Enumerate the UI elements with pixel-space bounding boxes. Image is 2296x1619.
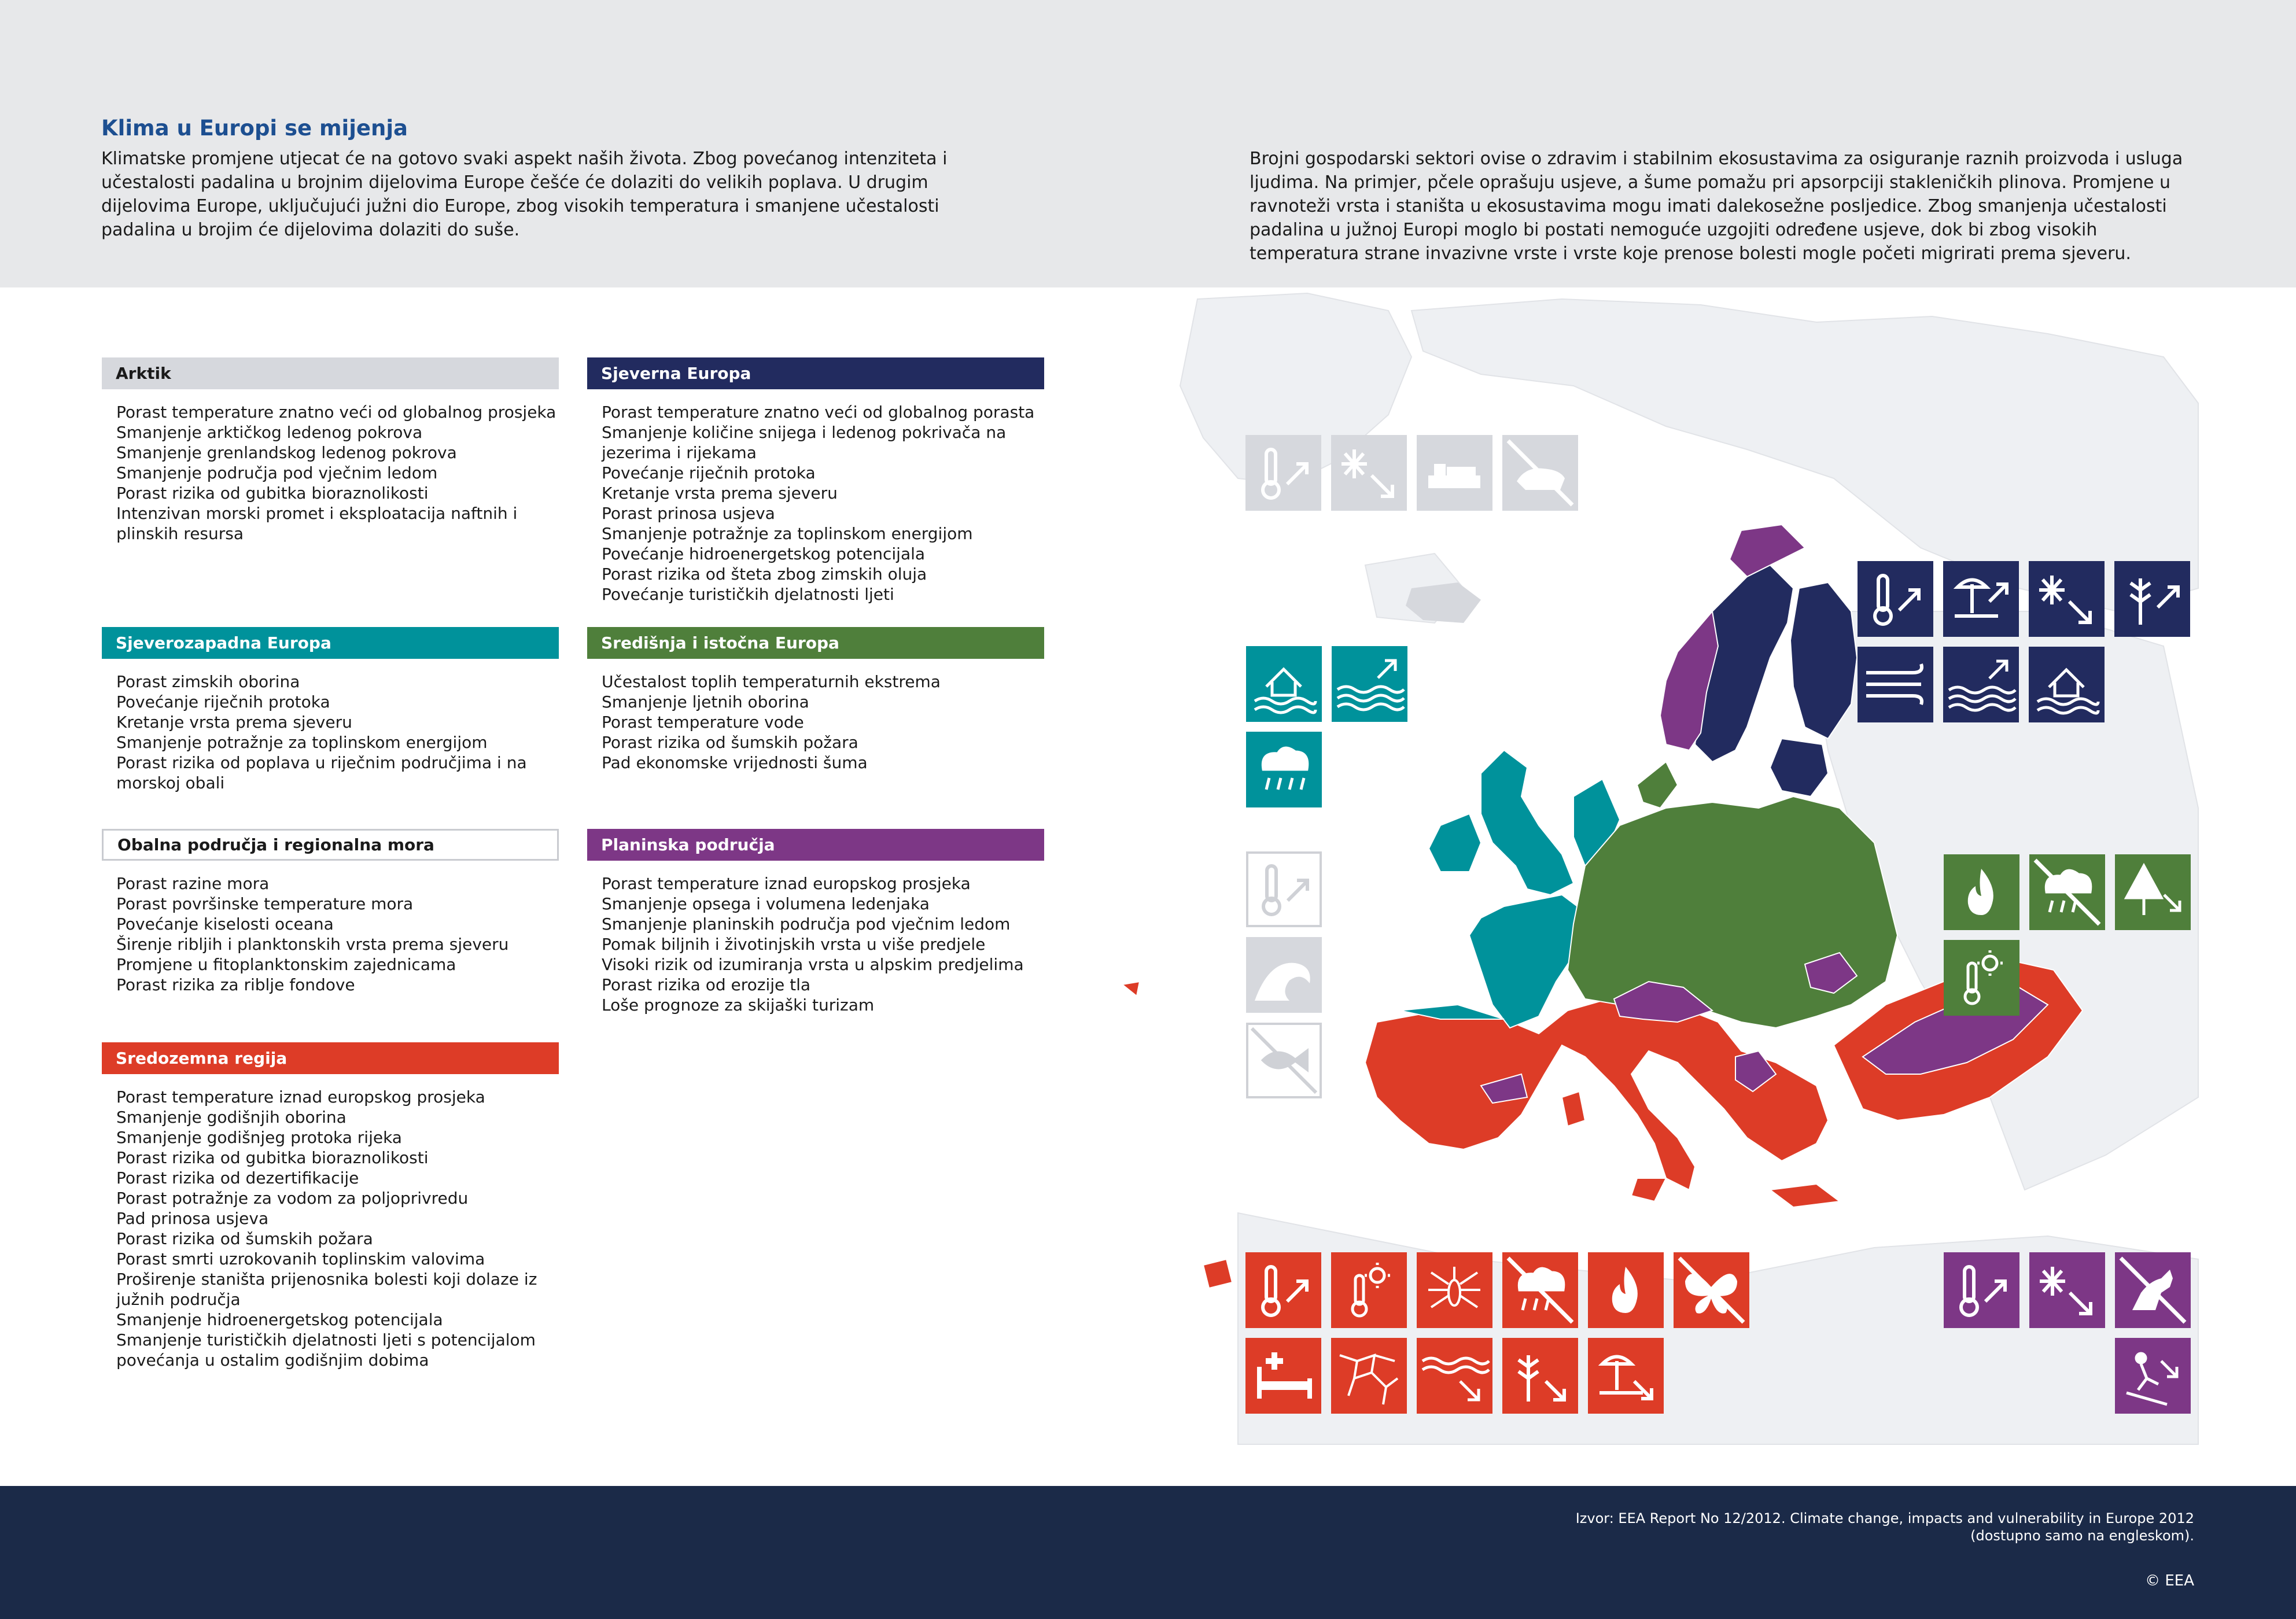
intro-text-right: Brojni gospodarski sektori ovise o zdravim i stabilnim ekosustavima za osiguranje raznih proizvoda i usluga ljudima. Na primjer, pčele oprašuju usjeve, a šume pomažu pri apsorpciji stakleničkih plinova. Promjene u ravnoteži vrsta i staništa u ekosustavima mogu imati dalekosežne posljedice. Zbog smanjenja učestalosti padalina u južnoj Europi moglo bi postati nemoguće uzgojiti određene usjeve, dok bi zbog visokih temperatura strane invazivne vrste i vrste koje prenose bolesti mogle početi migrirati prema sjeveru. — [1250, 149, 2183, 264]
region-header-mountain: Planinska područja — [587, 829, 1044, 861]
list-item: Kretanje vrsta prema sjeveru — [116, 713, 352, 732]
intro-text-left: Klimatske promjene utjecat će na gotovo svaki aspekt naših života. Zbog povećanog intenziteta i učestalosti padalina u brojnim dijelovima Europe češće će dolaziti do velikih poplava. U drugim dijelovima Europe, uključujući južni dio Europe, zbog visokih temperatura i smanjene učestalosti padalina u brojim će dijelovima dolaziti do suše. — [101, 149, 948, 240]
thermometer-up-icon — [1858, 561, 1933, 637]
wave-icon — [1246, 937, 1322, 1013]
list-item: Povećanje riječnih protoka — [116, 692, 330, 711]
list-item: Pad prinosa usjeva — [116, 1209, 269, 1228]
sea-temperature-up-icon — [1247, 853, 1321, 926]
list-item: Pad ekonomske vrijednosti šuma — [602, 753, 868, 772]
flooded-house-icon — [1246, 646, 1322, 722]
beach-down-icon — [1588, 1338, 1664, 1414]
list-item: Povećanje turističkih djelatnosti ljeti — [602, 585, 894, 604]
list-item: Smanjenje potražnje za toplinskom energijom — [116, 733, 488, 752]
list-item: Porast površinske temperature mora — [116, 894, 414, 913]
region-header-mediterranean: Sredozemna regija — [102, 1042, 559, 1074]
fish-crossed-icon — [1247, 1024, 1321, 1097]
thermometer-up-icon — [1944, 1252, 2019, 1328]
list-item: Intenzivan morski promet i eksploatacija naftnih i plinskih resursa — [116, 504, 518, 543]
source-line-2: (dostupno samo na engleskom). — [1970, 1528, 2194, 1544]
list-item: Smanjenje područja pod vječnim ledom — [116, 463, 438, 482]
list-item: Povećanje riječnih protoka — [602, 463, 816, 482]
region-northwest — [102, 627, 559, 793]
list-item: Porast smrti uzrokovanih toplinskim valovima — [116, 1249, 485, 1268]
icon-group-coastal — [1246, 853, 1322, 1097]
polar-bear-crossed-icon — [1502, 435, 1578, 511]
icon-group-northwest — [1246, 646, 1407, 807]
region-header-coastal: Obalna područja i regionalna mora — [102, 829, 559, 861]
list-item: Promjene u fitoplanktonskim zajednicama — [116, 955, 456, 974]
forest-fire-icon — [1588, 1252, 1664, 1328]
list-item: Učestalost toplih temperaturnih ekstrema — [602, 672, 941, 691]
list-item: Porast rizika od dezertifikacije — [116, 1168, 359, 1187]
snow-down-icon — [2029, 1252, 2105, 1328]
list-item: Porast rizika od gubitka bioraznolikosti — [116, 484, 429, 503]
europe-climate-map — [1064, 287, 2221, 1486]
region-header-northwest: Sjeverozapadna Europa — [102, 627, 559, 659]
thermometer-up-icon — [1245, 1252, 1321, 1328]
list-item: Visoki rizik od izumiranja vrsta u alpskim predjelima — [602, 955, 1024, 974]
list-item: Povećanje kiselosti oceana — [116, 914, 334, 934]
list-item: Porast zimskih oborina — [116, 672, 300, 691]
crop-up-icon — [2114, 561, 2190, 637]
list-item: Smanjenje arktičkog ledenog pokrova — [116, 423, 423, 442]
list-item: Porast rizika od poplava u riječnim područjima i na morskoj obali — [116, 753, 527, 792]
list-item: Porast temperature vode — [602, 713, 804, 732]
mosquito-icon — [1417, 1252, 1492, 1328]
page-title: Klima u Europi se mijenja — [101, 116, 408, 141]
region-coastal — [102, 829, 559, 995]
region-list-coastal — [102, 873, 559, 995]
list-item: Porast temperature znatno veći od globalnog prosjeka — [116, 403, 557, 422]
list-item: Smanjenje godišnjih oborina — [116, 1108, 347, 1127]
storm-rain-icon — [1246, 732, 1322, 807]
list-item: Porast razine mora — [116, 874, 270, 893]
water-level-up-icon — [1332, 646, 1407, 722]
list-item: Smanjenje planinskih područja pod vječnim ledom — [602, 914, 1011, 934]
snow-down-icon — [1331, 435, 1407, 511]
region-mountain — [587, 829, 1044, 1015]
list-item: Kretanje vrsta prema sjeveru — [602, 484, 838, 503]
list-item: Porast temperature iznad europskog prosjeka — [116, 1087, 485, 1107]
source-note — [1500, 1510, 2194, 1544]
region-list-central — [587, 672, 1044, 773]
list-item: Porast rizika od šumskih požara — [602, 733, 858, 752]
hot-sun-thermometer-icon — [1331, 1252, 1407, 1328]
list-item: Smanjenje grenlandskog ledenog pokrova — [116, 443, 457, 462]
region-list-arctic — [102, 402, 559, 544]
list-item: Loše prognoze za skijaški turizam — [602, 995, 875, 1015]
snow-down-icon — [2029, 561, 2105, 637]
copyright: © EEA — [2145, 1572, 2194, 1590]
region-central — [587, 627, 1044, 773]
thermometer-up-icon — [1245, 435, 1321, 511]
goat-crossed-icon — [2115, 1252, 2191, 1328]
list-item: Porast rizika od šumskih požara — [116, 1229, 373, 1248]
list-item: Proširenje staništa prijenosnika bolesti koji dolaze iz južnih područja — [116, 1270, 537, 1309]
list-item: Porast temperature iznad europskog prosjeka — [602, 874, 971, 893]
region-list-northwest — [102, 672, 559, 793]
skier-down-icon — [2115, 1338, 2191, 1414]
water-level-up-icon — [1943, 647, 2019, 722]
water-down-icon — [1417, 1338, 1492, 1414]
hospital-bed-icon — [1245, 1338, 1321, 1414]
list-item: Smanjenje količine snijega i ledenog pokrivača na jezerima i rijekama — [602, 423, 1007, 462]
list-item: Porast temperature znatno veći od globalnog porasta — [602, 403, 1035, 422]
list-item: Pomak biljnih i životinjskih vrsta u više predjele — [602, 935, 986, 954]
list-item: Porast rizika za riblje fondove — [116, 975, 355, 994]
list-item: Smanjenje turističkih djelatnosti ljeti s potencijalom povećanja u ostalim godišnjim dobima — [116, 1330, 536, 1370]
list-item: Širenje ribljih i planktonskih vrsta prema sjeveru — [116, 935, 509, 954]
list-item: Smanjenje opsega i volumena ledenjaka — [602, 894, 930, 913]
region-header-north: Sjeverna Europa — [587, 357, 1044, 389]
list-item: Smanjenje godišnjeg protoka rijeka — [116, 1128, 402, 1147]
region-list-north — [587, 402, 1044, 604]
footer — [0, 1486, 2296, 1619]
wind-storm-icon — [1858, 647, 1933, 722]
rain-crossed-icon — [2029, 854, 2105, 930]
list-item: Porast rizika od erozije tla — [602, 975, 811, 994]
crop-down-icon — [1502, 1338, 1578, 1414]
list-item: Smanjenje potražnje za toplinskom energijom — [602, 524, 973, 543]
drought-icon — [1331, 1338, 1407, 1414]
region-header-central: Središnja i istočna Europa — [587, 627, 1044, 659]
cargo-ship-icon — [1417, 435, 1492, 511]
icon-group-arctic — [1245, 435, 1578, 511]
region-arctic — [102, 357, 559, 544]
list-item: Smanjenje ljetnih oborina — [602, 692, 809, 711]
list-item: Porast rizika od gubitka bioraznolikosti — [116, 1148, 429, 1167]
hot-sun-thermometer-icon — [1944, 940, 2019, 1016]
region-list-mountain — [587, 873, 1044, 1015]
list-item: Povećanje hidroenergetskog potencijala — [602, 544, 926, 563]
forest-value-down-icon — [2115, 854, 2191, 930]
list-item: Porast rizika od šteta zbog zimskih oluja — [602, 565, 927, 584]
region-list-mediterranean — [102, 1087, 559, 1370]
forest-fire-icon — [1944, 854, 2019, 930]
source-line-1: Izvor: EEA Report No 12/2012. Climate change, impacts and vulnerability in Europe 2012 — [1575, 1510, 2194, 1526]
rain-crossed-icon — [1502, 1252, 1578, 1328]
butterfly-icon — [1674, 1252, 1749, 1328]
beach-up-icon — [1943, 561, 2019, 637]
list-item: Porast potražnje za vodom za poljoprivredu — [116, 1189, 469, 1208]
region-mediterranean — [102, 1042, 559, 1370]
region-header-arctic: Arktik — [102, 357, 559, 389]
region-north — [587, 357, 1044, 604]
list-item: Smanjenje hidroenergetskog potencijala — [116, 1310, 443, 1329]
flooded-house-icon — [2029, 647, 2105, 722]
list-item: Porast prinosa usjeva — [602, 504, 775, 523]
